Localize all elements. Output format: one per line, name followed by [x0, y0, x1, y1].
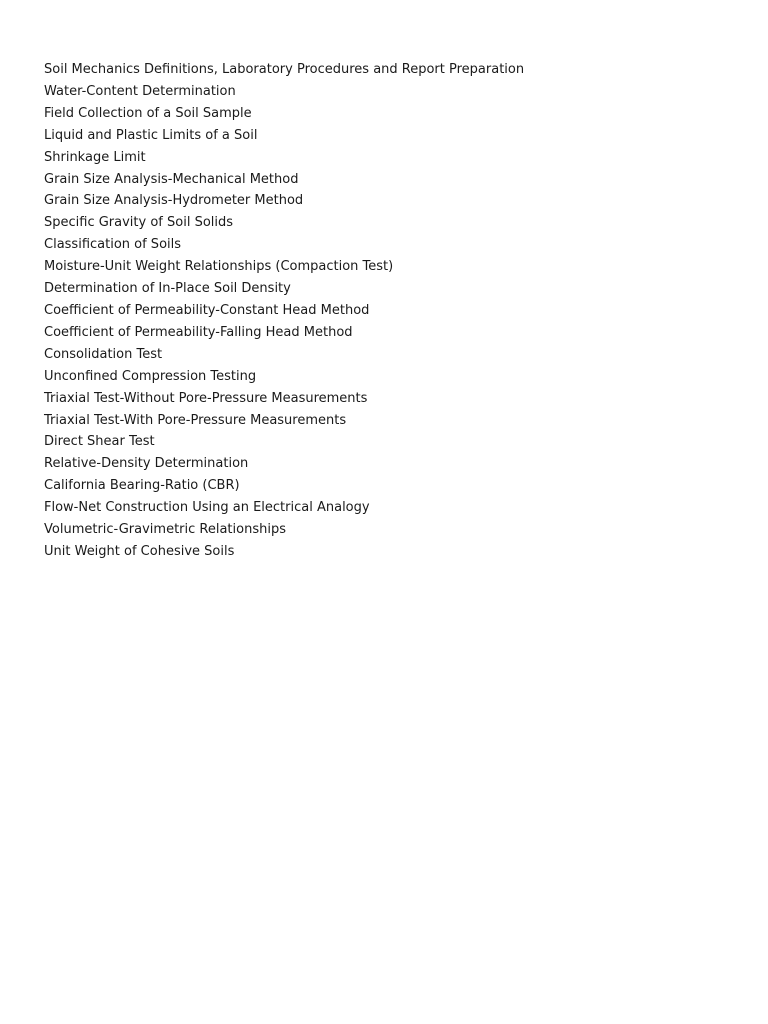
list-item: Determination of In-Place Soil Density [44, 281, 291, 297]
list-item: Volumetric-Gravimetric Relationships [44, 522, 286, 538]
list-item: Unconfined Compression Testing [44, 368, 257, 384]
list-item: Water-Content Determination [44, 83, 236, 99]
topic-list [44, 59, 744, 563]
list-item: Shrinkage Limit [44, 149, 146, 165]
list-item: Relative-Density Determination [44, 456, 249, 472]
list-item: California Bearing-Ratio (CBR) [44, 478, 240, 494]
list-item: Triaxial Test-With Pore-Pressure Measurements [44, 412, 347, 428]
list-item: Grain Size Analysis-Mechanical Method [44, 171, 299, 187]
list-item: Flow-Net Construction Using an Electrical Analogy [44, 500, 370, 516]
list-item: Classification of Soils [44, 237, 182, 253]
list-item: Moisture-Unit Weight Relationships (Compaction Test) [44, 259, 394, 275]
list-item: Specific Gravity of Soil Solids [44, 215, 234, 231]
list-item: Triaxial Test-Without Pore-Pressure Measurements [44, 390, 368, 406]
list-item: Coefficient of Permeability-Constant Head Method [44, 302, 370, 318]
list-item: Direct Shear Test [44, 434, 155, 450]
list-item: Unit Weight of Cohesive Soils [44, 543, 235, 559]
list-item: Field Collection of a Soil Sample [44, 105, 252, 121]
list-item: Soil Mechanics Definitions, Laboratory Procedures and Report Preparation [44, 62, 525, 77]
list-item: Coefficient of Permeability-Falling Head Method [44, 324, 353, 340]
list-item: Grain Size Analysis-Hydrometer Method [44, 193, 304, 209]
list-item: Liquid and Plastic Limits of a Soil [44, 127, 258, 143]
list-item: Consolidation Test [44, 346, 163, 362]
